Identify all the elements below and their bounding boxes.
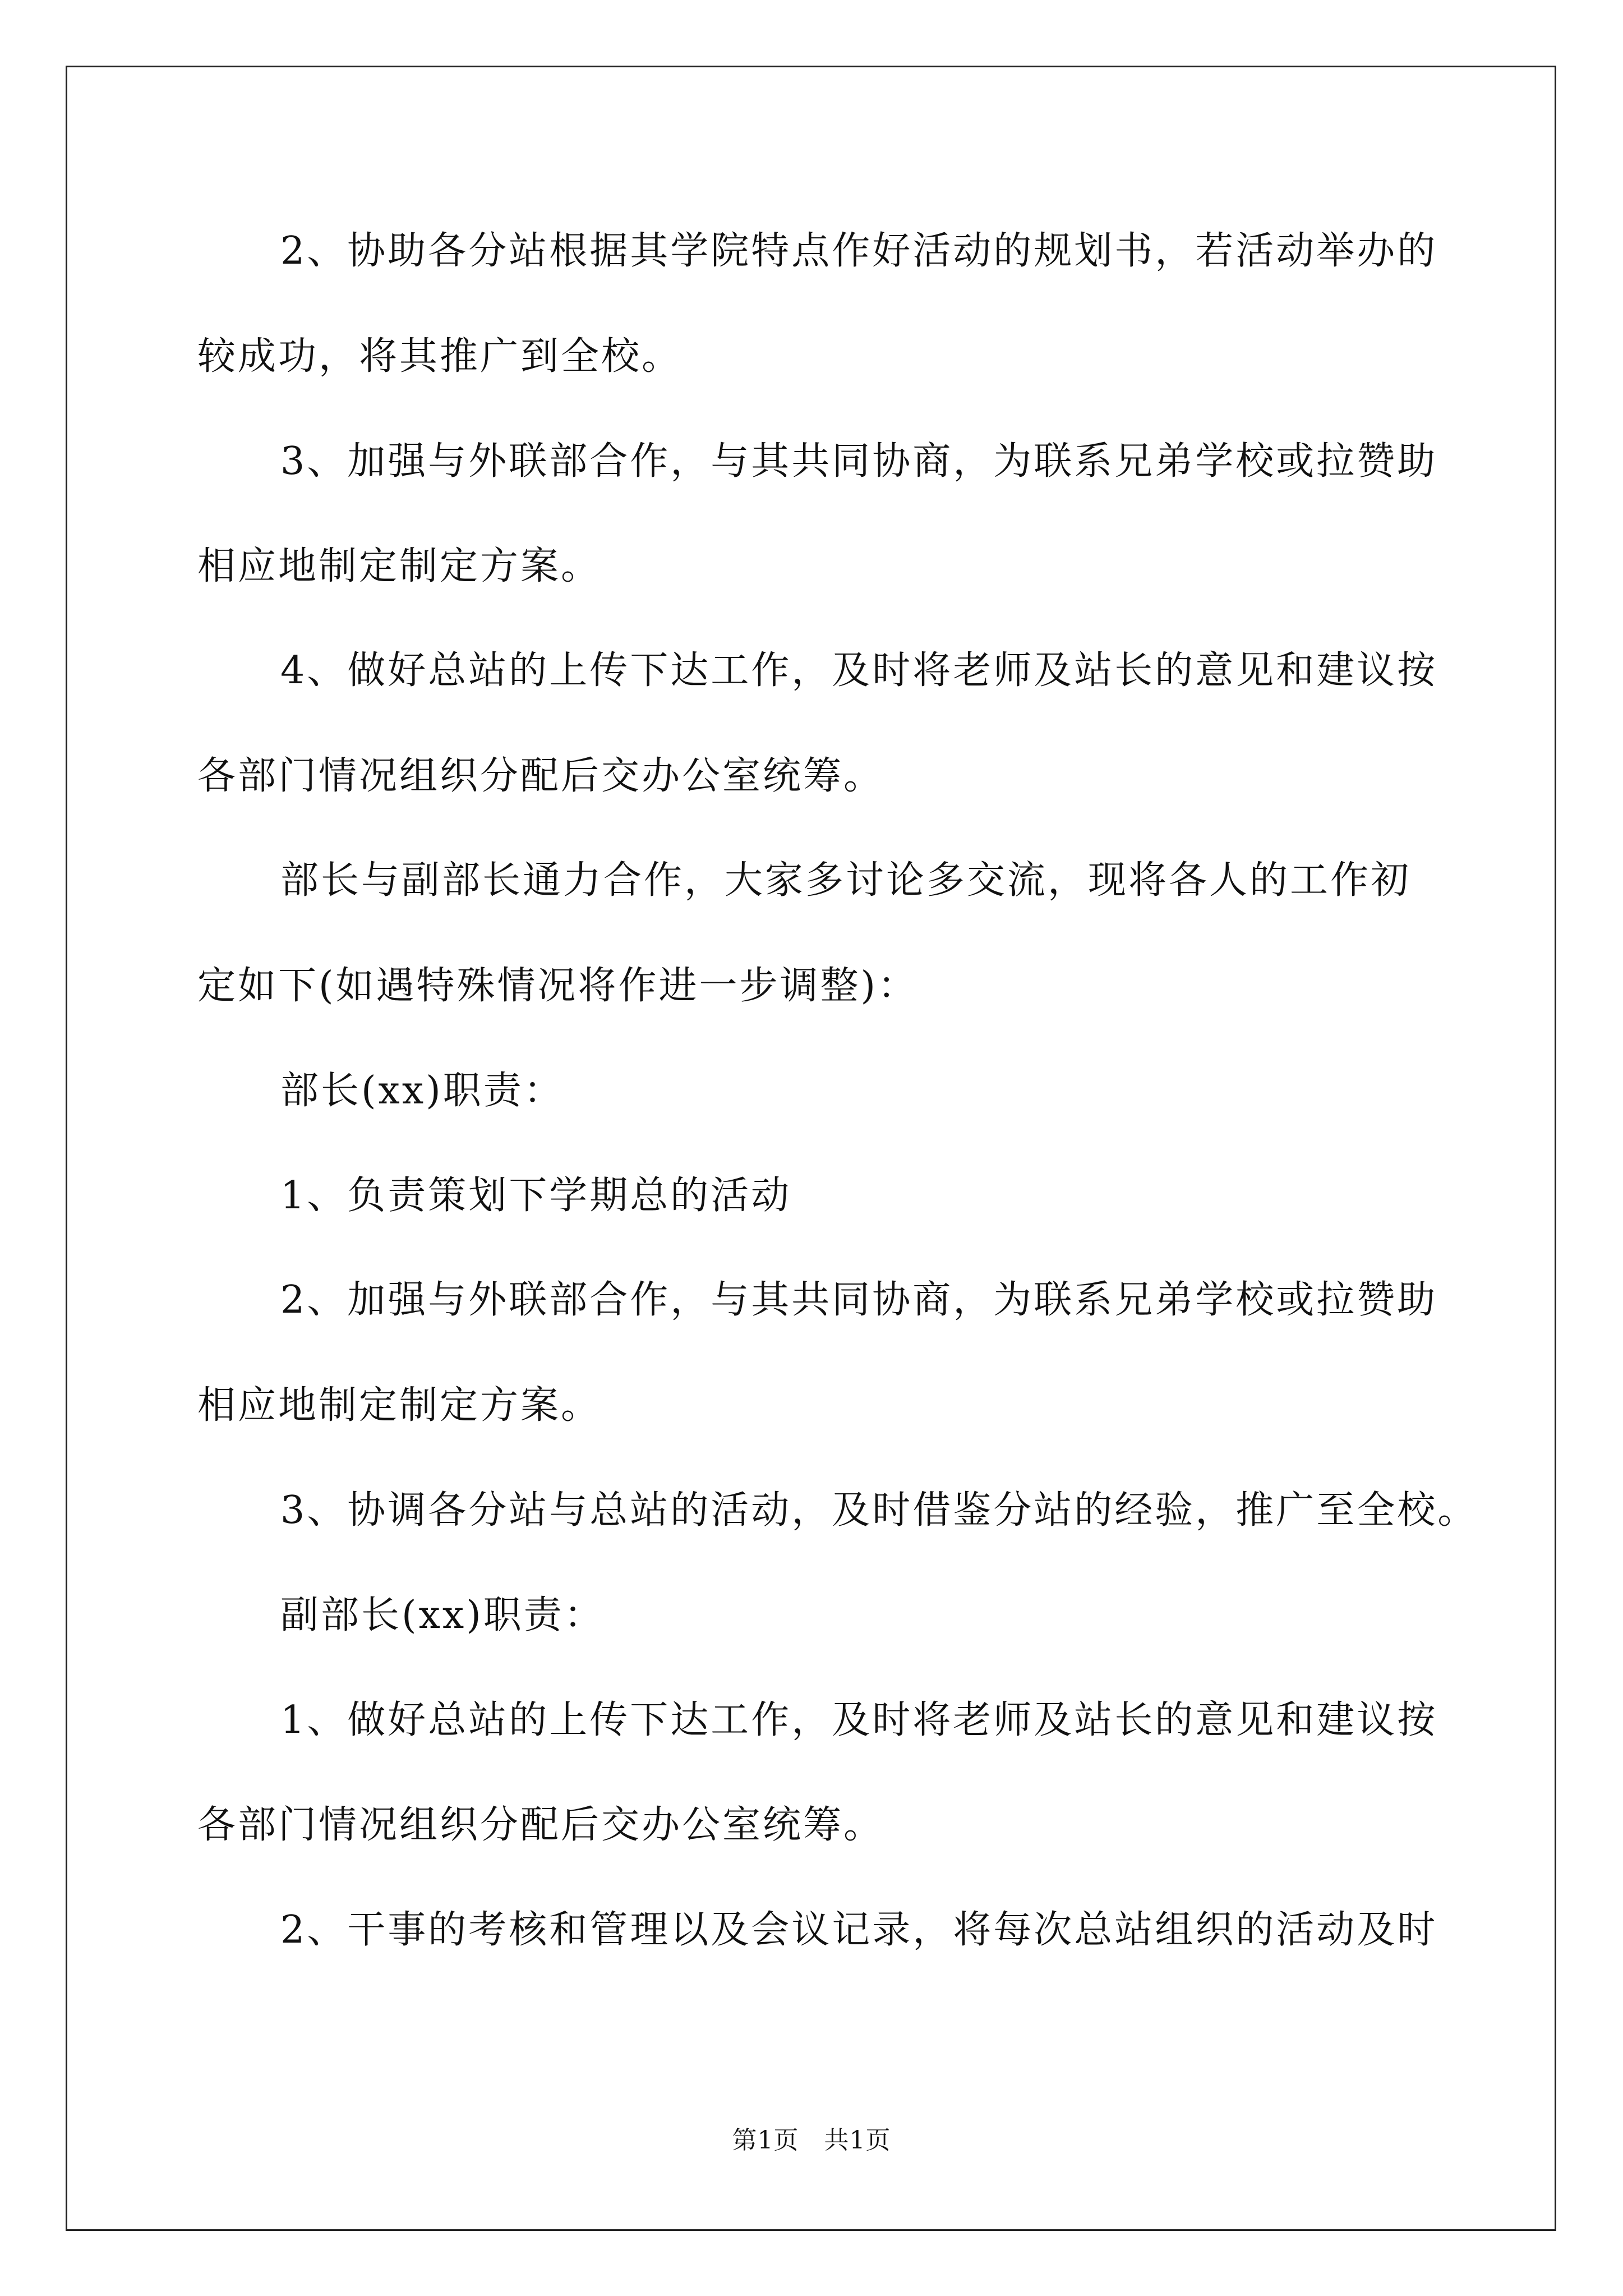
text-line: 相应地制定制定方案。	[197, 544, 602, 588]
section-heading: 副部长(xx)职责：	[280, 1593, 605, 1637]
page-footer: 第1页 共1页	[732, 2126, 891, 2155]
text-line: 4、做好总站的上传下达工作，及时将老师及站长的意见和建议按	[280, 648, 1438, 693]
text-line: 各部门情况组织分配后交办公室统筹。	[197, 1803, 884, 1847]
text-line: 部长与副部长通力合作，大家多讨论多交流，现将各人的工作初	[280, 858, 1412, 903]
text-line: 2、协助各分站根据其学院特点作好活动的规划书，若活动举办的	[280, 229, 1438, 273]
text-line: 定如下(如遇特殊情况将作进一步调整)：	[197, 964, 919, 1008]
text-line: 3、协调各分站与总站的活动，及时借鉴分站的经验，推广至全校。	[280, 1488, 1478, 1533]
text-line: 3、加强与外联部合作，与其共同协商，为联系兄弟学校或拉赞助	[280, 439, 1438, 484]
text-line: 1、负责策划下学期总的活动	[280, 1174, 792, 1218]
text-line: 2、加强与外联部合作，与其共同协商，为联系兄弟学校或拉赞助	[280, 1278, 1438, 1322]
section-heading: 部长(xx)职责：	[280, 1069, 564, 1113]
text-line: 2、干事的考核和管理以及会议记录，将每次总站组织的活动及时	[280, 1908, 1438, 1952]
text-line: 1、做好总站的上传下达工作，及时将老师及站长的意见和建议按	[280, 1698, 1438, 1742]
text-line: 较成功，将其推广到全校。	[197, 334, 683, 379]
text-line: 各部门情况组织分配后交办公室统筹。	[197, 754, 884, 798]
text-line: 相应地制定制定方案。	[197, 1383, 602, 1428]
